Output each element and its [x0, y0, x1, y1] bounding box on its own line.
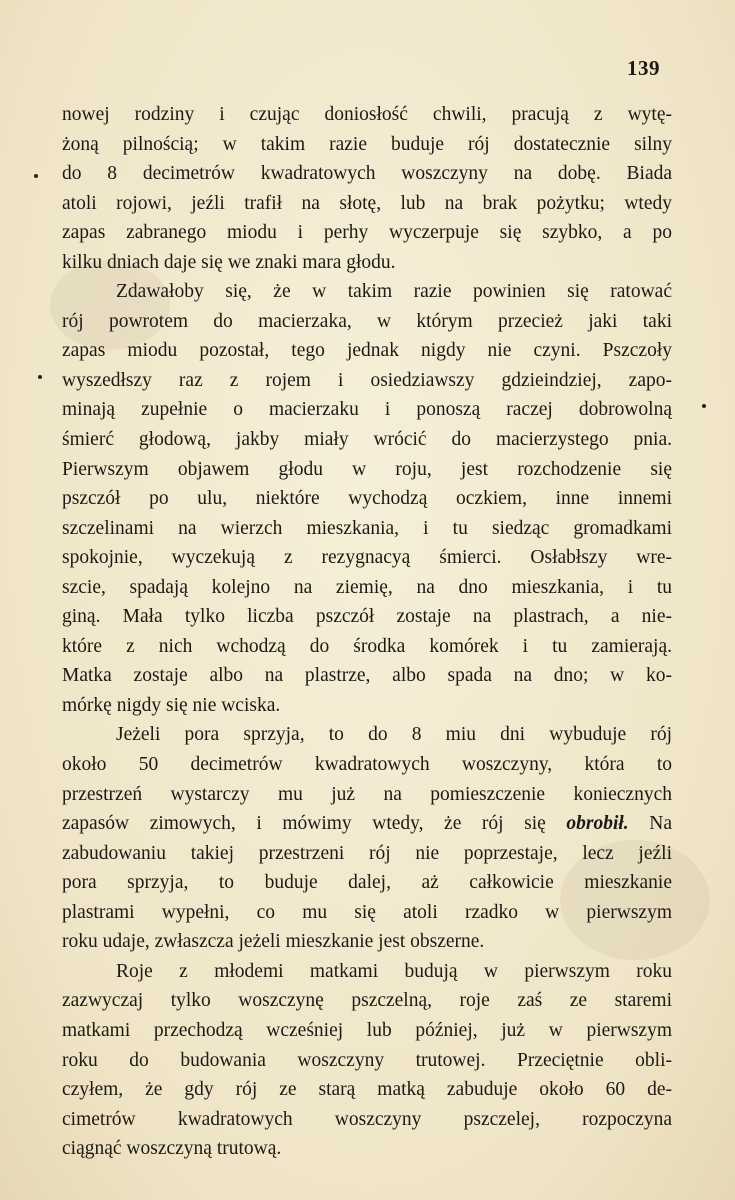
- text-line: matkami przechodzą wcześniej lub później, już w pierwszym: [62, 1019, 672, 1041]
- text-line: giną. Mała tylko liczba pszczół zostaje na plastrach, a nie-: [62, 606, 672, 628]
- text-line: minają zupełnie o macierzaku i ponoszą raczej dobrowolną: [62, 399, 672, 421]
- text-line: atoli rojowi, jeźli trafił na słotę, lub na brak pożytku; wtedy: [62, 192, 672, 214]
- text-line: rój powrotem do macierzaka, w którym przecież jaki taki: [62, 310, 672, 332]
- text-line: pora sprzyja, to buduje dalej, aż całkowicie mieszkanie: [62, 872, 672, 894]
- text-line: przestrzeń wystarczy mu już na pomieszczenie koniecznych: [62, 783, 672, 805]
- text-line: czyłem, że gdy rój ze starą matką zabuduje około 60 de-: [62, 1079, 672, 1101]
- text-line: roku do budowania woszczyny trutowej. Przeciętnie obli-: [62, 1049, 672, 1071]
- text-line: ciągnąć woszczyną trutową.: [62, 1138, 282, 1160]
- text-line: do 8 decimetrów kwadratowych woszczyny na dobę. Biada: [62, 163, 672, 185]
- text-line: spokojnie, wyczekują z rezygnacyą śmierci. Osłabłszy wre-: [62, 547, 672, 569]
- text-line: Pierwszym objawem głodu w roju, jest rozchodzenie się: [62, 458, 672, 480]
- body-text: [62, 100, 672, 1164]
- text-line: mórkę nigdy się nie wciska.: [62, 694, 281, 716]
- text-line: zazwyczaj tylko woszczynę pszczelną, roje zaś ze staremi: [62, 990, 672, 1012]
- ink-speck: [38, 375, 42, 379]
- text-line: zapas miodu pozostał, tego jednak nigdy nie czyni. Pszczoły: [62, 340, 672, 362]
- text-line: żoną pilnością; w takim razie buduje rój dostatecznie silny: [62, 133, 672, 155]
- text-line: nowej rodziny i czując doniosłość chwili, pracują z wytę-: [62, 104, 672, 125]
- text-line: zapasów zimowych, i mówimy wtedy, że rój się obrobił. Na: [62, 813, 672, 835]
- text-line: cimetrów kwadratowych woszczyny pszczelej, rozpoczyna: [62, 1108, 672, 1130]
- text-line: Matka zostaje albo na plastrze, albo spada na dno; w ko-: [62, 665, 672, 687]
- text-line: zabudowaniu takiej przestrzeni rój nie poprzestaje, lecz jeźli: [62, 842, 672, 864]
- ink-speck: [702, 404, 706, 408]
- text-line: plastrami wypełni, co mu się atoli rzadko w pierwszym: [62, 901, 672, 923]
- ink-speck: [34, 174, 38, 178]
- page-number: 139: [627, 56, 660, 80]
- text-line: szcie, spadają kolejno na ziemię, na dno mieszkania, i tu: [62, 576, 672, 598]
- text-line: Roje z młodemi matkami budują w pierwszym roku: [116, 960, 672, 982]
- text-line: kilku dniach daje się we znaki mara głodu.: [62, 251, 396, 273]
- text-line: Jeżeli pora sprzyja, to do 8 miu dni wybuduje rój: [116, 724, 672, 746]
- text-line: szczelinami na wierzch mieszkania, i tu siedząc gromadkami: [62, 517, 672, 539]
- text-line: około 50 decimetrów kwadratowych woszczyny, która to: [62, 754, 672, 776]
- text-line: roku udaje, zwłaszcza jeżeli mieszkanie jest obszerne.: [62, 931, 485, 953]
- text-line: wyszedłszy raz z rojem i osiedziawszy gdzieindziej, zapo-: [62, 369, 672, 391]
- text-line: zapas zabranego miodu i perhy wyczerpuje się szybko, a po: [62, 222, 672, 244]
- text-line: śmierć głodową, jakby miały wrócić do macierzystego pnia.: [62, 429, 672, 451]
- text-line: które z nich wchodzą do środka komórek i tu zamierają.: [62, 635, 672, 657]
- text-line: pszczół po ulu, niektóre wychodzą oczkiem, inne innemi: [62, 488, 672, 510]
- emphasis-term: obrobił.: [566, 813, 629, 835]
- text-line: Zdawałoby się, że w takim razie powinien się ratować: [116, 281, 672, 303]
